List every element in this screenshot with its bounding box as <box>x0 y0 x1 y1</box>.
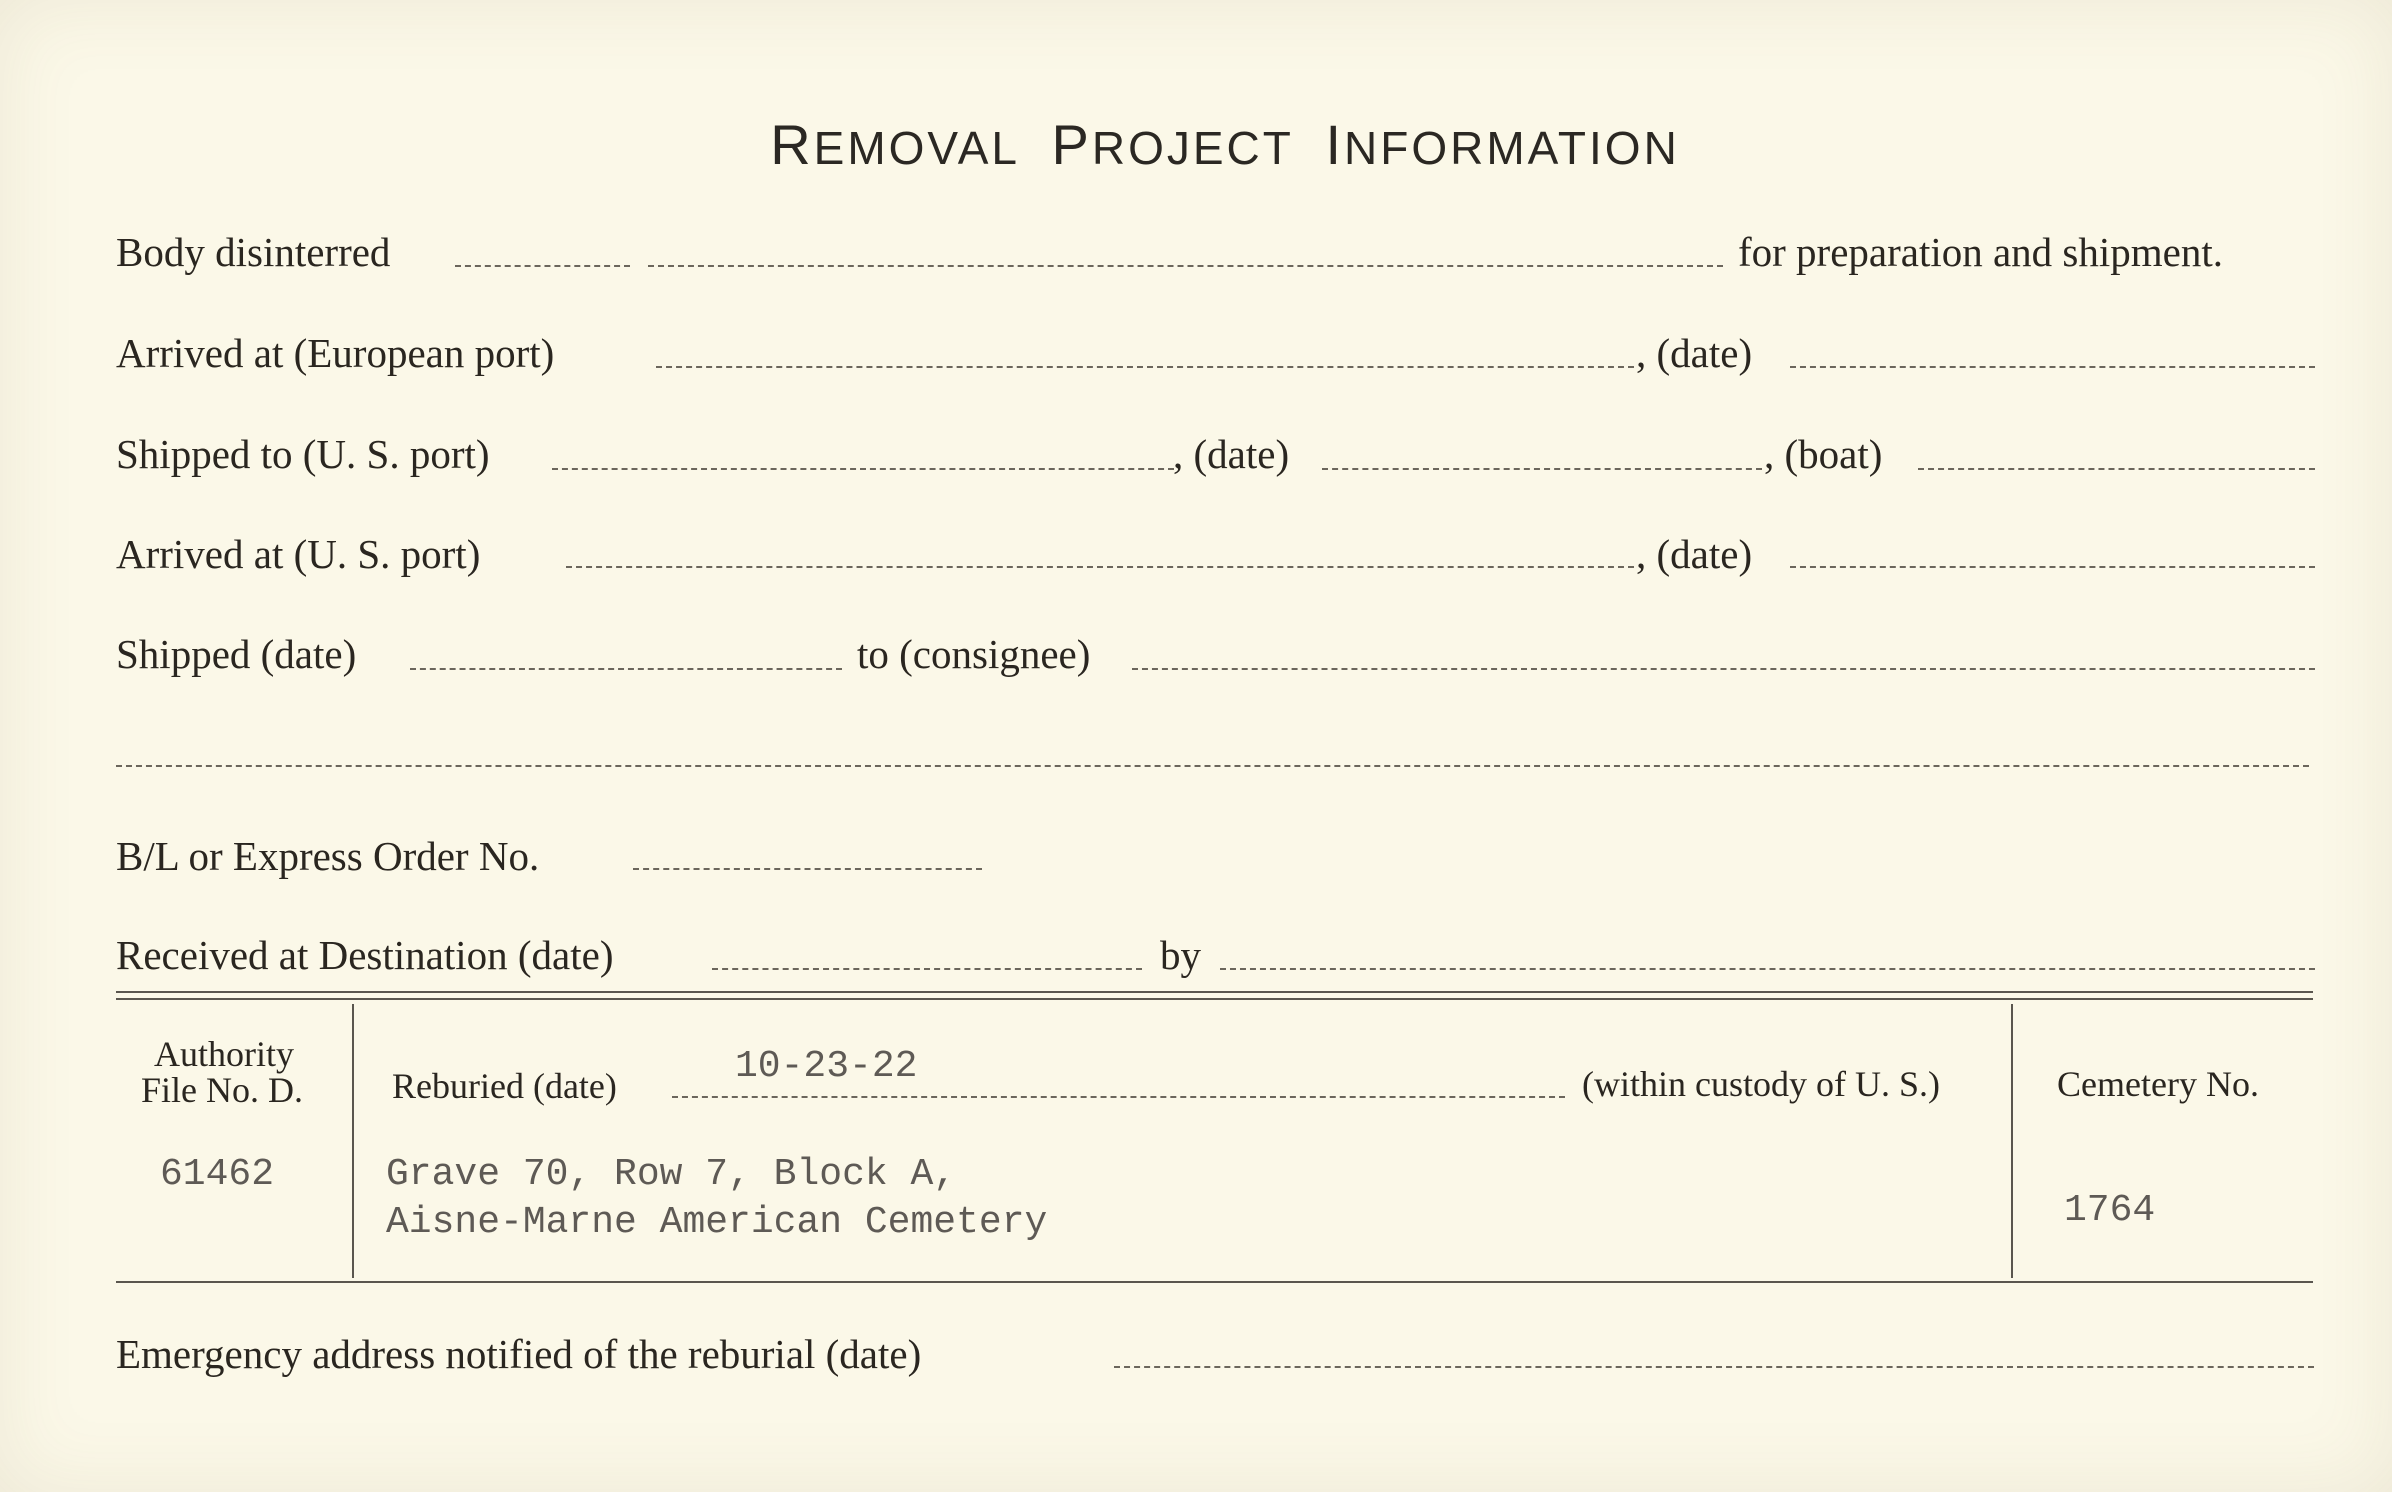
received-by-field <box>1220 968 2315 970</box>
title-word-information: INFORMATION <box>1325 113 1680 176</box>
emergency-date-field <box>1114 1366 2314 1368</box>
bl-express-label: B/L or Express Order No. <box>116 833 540 879</box>
date-label-1: , (date) <box>1636 330 1753 376</box>
arrived-us-label: Arrived at (U. S. port) <box>116 531 481 577</box>
reburied-label: Reburied (date) <box>392 1066 617 1106</box>
consignee-field <box>1132 668 2315 670</box>
cemetery-no-label: Cemetery No. <box>2057 1064 2259 1104</box>
arrived-us-date-field <box>1790 566 2315 568</box>
boat-label: , (boat) <box>1764 431 1883 477</box>
table-bottom-rule <box>116 1281 2313 1283</box>
bl-express-field <box>633 868 982 870</box>
cemetery-number-value: 1764 <box>2064 1189 2156 1232</box>
form-title <box>0 112 2392 177</box>
custody-label: (within custody of U. S.) <box>1582 1064 1940 1104</box>
table-top-rule-1 <box>116 991 2313 993</box>
date-label-3: , (date) <box>1636 531 1753 577</box>
european-port-field <box>656 366 1634 368</box>
body-disinterred-label: Body disinterred <box>116 229 391 275</box>
shipped-date-field <box>1322 468 1762 470</box>
date-label-2: , (date) <box>1173 431 1290 477</box>
table-divider-left <box>352 1004 354 1278</box>
european-date-field <box>1790 366 2315 368</box>
us-port-field <box>552 468 1174 470</box>
to-consignee-label: to (consignee) <box>857 631 1091 677</box>
boat-field <box>1918 468 2315 470</box>
reburied-date-value: 10-23-22 <box>735 1045 918 1088</box>
disinterred-field-a <box>455 265 630 267</box>
arrived-european-label: Arrived at (European port) <box>116 330 555 376</box>
disinterred-field-b <box>648 265 1723 267</box>
title-word-removal: REMOVAL <box>770 113 1020 176</box>
shipped-to-us-label: Shipped to (U. S. port) <box>116 431 490 477</box>
grave-location-line2: Aisne-Marne American Cemetery <box>386 1201 1048 1244</box>
reburied-date-field <box>672 1096 1565 1098</box>
arrived-us-port-field <box>566 566 1634 568</box>
table-top-rule-2 <box>116 998 2313 1000</box>
received-date-field <box>712 968 1142 970</box>
file-number-value: 61462 <box>160 1153 275 1196</box>
by-label: by <box>1160 932 1201 978</box>
for-preparation-label: for preparation and shipment. <box>1738 229 2224 275</box>
received-destination-label: Received at Destination (date) <box>116 932 614 978</box>
grave-location-line1: Grave 70, Row 7, Block A, <box>386 1153 957 1196</box>
authority-label: Authority <box>154 1034 294 1074</box>
emergency-label: Emergency address notified of the reburial (date) <box>116 1331 922 1377</box>
shipped-date-label: Shipped (date) <box>116 631 357 677</box>
title-word-project: PROJECT <box>1051 113 1294 176</box>
table-divider-right <box>2011 1004 2013 1278</box>
consignee-field-continued <box>116 765 2309 767</box>
file-no-label: File No. D. <box>141 1070 303 1110</box>
shipped-date-value-field <box>410 668 842 670</box>
